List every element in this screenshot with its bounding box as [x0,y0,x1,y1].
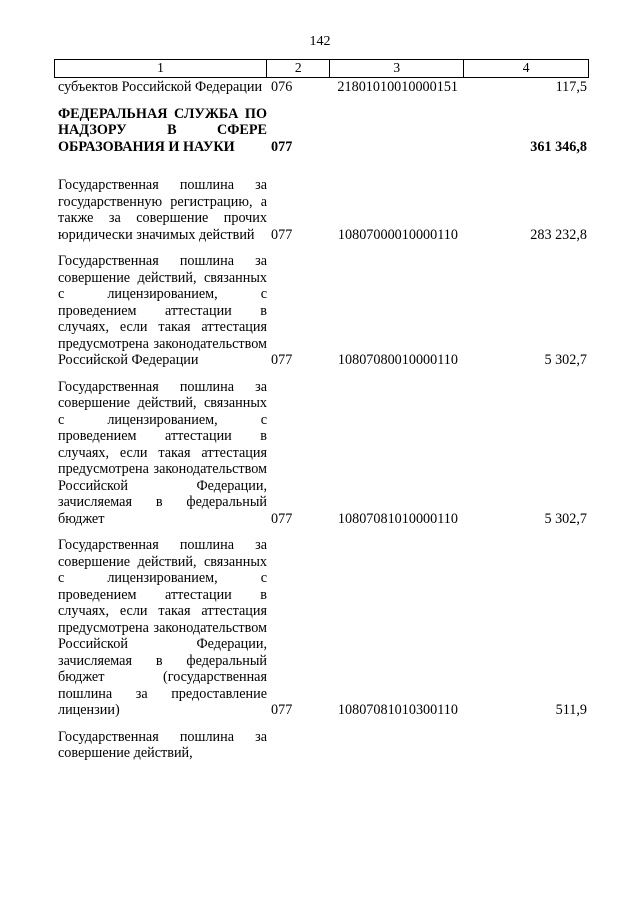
row-sum: 283 232,8 [530,226,587,243]
section-name: ФЕДЕРАЛЬНАЯ СЛУЖБА ПО НАДЗОРУ В СФЕРЕ ОБРАЗОВАНИЯ И НАУКИ [58,105,267,155]
row-sum: 511,9 [555,702,587,718]
row-sum: 117,5 [555,79,587,95]
row-kbk: 10807081010300110 [337,702,458,718]
row-name: Государственная пошлина за совершение действий, связанных с лицензированием, с проведением аттестации в случаях, если такая аттестация предусмотрена законодательством Российской Федерации [58,253,267,368]
row-sum: 5 302,7 [544,352,587,368]
table-row [54,379,589,528]
row-name: субъектов Российской Федерации [58,79,263,95]
page-number: 142 [309,34,331,49]
table-row [54,177,589,243]
row-sum: 361 346,8 [530,138,587,155]
row-code: 077 [271,138,293,155]
row-code: 076 [271,79,293,95]
row-code: 077 [271,510,293,527]
row-sum: 5 302,7 [544,510,587,527]
row-name: Государственная пошлина за совершение действий, связанных с лицензированием, с проведением аттестации в случаях, если такая аттестация предусмотрена законодательством Российской Федерации, зачисляемая в федеральный бюджет (государственная пошлина за предоставление лицензии) [58,537,267,718]
row-code: 077 [271,702,293,718]
column-header-4: 4 [463,60,588,77]
row-kbk: 10807081010000110 [337,510,458,527]
row-kbk: 10807000010000110 [337,226,458,243]
row-name: Государственная пошлина за совершение действий, [58,728,267,761]
table-row [54,537,589,719]
row-code: 077 [271,226,293,243]
row-kbk: 10807080010000110 [337,352,458,368]
row-name: Государственная пошлина за государственную регистрацию, а также за совершение прочих юридически значимых действий [58,177,267,243]
budget-table [54,59,589,762]
table-row-section [54,106,589,156]
table-header [54,59,589,78]
table-row [54,79,589,96]
row-code: 077 [271,352,293,368]
column-header-3: 3 [329,60,463,77]
table-row [54,253,589,369]
row-kbk: 21801010010000151 [337,79,458,95]
table-row [54,729,589,762]
row-name: Государственная пошлина за совершение действий, связанных с лицензированием, с проведением аттестации в случаях, если такая аттестация предусмотрена законодательством Российской Федерации, зачисляемая в федеральный бюджет [58,378,267,527]
column-header-1: 1 [157,60,164,75]
column-header-2: 2 [266,60,329,77]
